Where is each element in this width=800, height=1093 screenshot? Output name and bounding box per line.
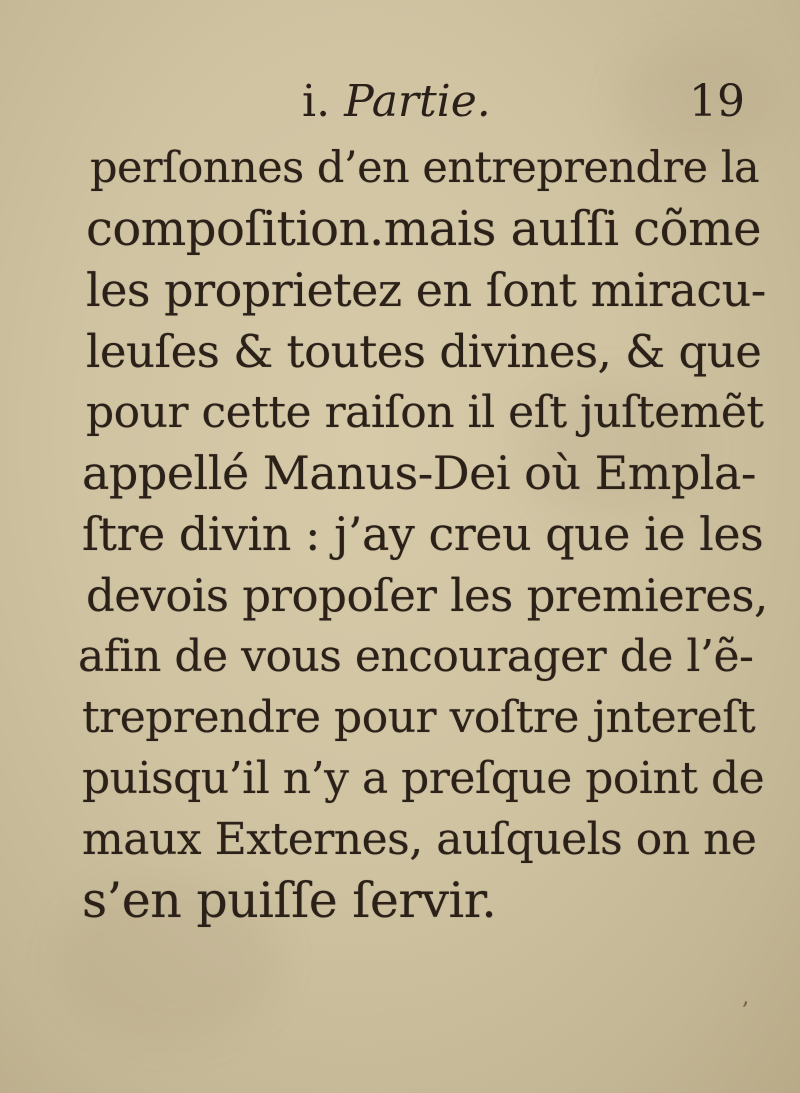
running-head bbox=[0, 72, 800, 132]
text-line: s’en puiſſe ſervir. bbox=[82, 872, 497, 929]
text-line: pour cette raiſon il eſt juſtemẽt bbox=[86, 387, 764, 438]
text-line: ſtre divin : j’ay creu que ie les bbox=[82, 507, 764, 561]
text-line: devois propoſer les premieres, bbox=[86, 569, 768, 622]
text-line: puisqu’il n’y a preſque point de bbox=[82, 753, 765, 804]
text-line: afin de vous encourager de l’ẽ- bbox=[78, 631, 754, 682]
text-line: compoſition.mais auſſi cõme bbox=[86, 201, 761, 257]
text-line: appellé Manus-Dei où Empla- bbox=[82, 446, 756, 500]
part-label bbox=[302, 72, 491, 132]
ink-speck: ‚ bbox=[742, 985, 749, 1010]
page-number: 19 bbox=[689, 76, 745, 127]
text-line: les proprietez en ſont miracu- bbox=[86, 263, 766, 317]
body-text bbox=[78, 138, 768, 931]
text-line: maux Externes, auſquels on ne bbox=[82, 814, 757, 865]
text-line: leuſes & toutes divines, & que bbox=[86, 325, 762, 378]
text-line: perſonnes d’en entreprendre la bbox=[90, 143, 760, 193]
part-word: Partie. bbox=[344, 76, 491, 127]
part-number: i. bbox=[302, 76, 331, 127]
text-line: treprendre pour voſtre jntereſt bbox=[82, 692, 756, 743]
